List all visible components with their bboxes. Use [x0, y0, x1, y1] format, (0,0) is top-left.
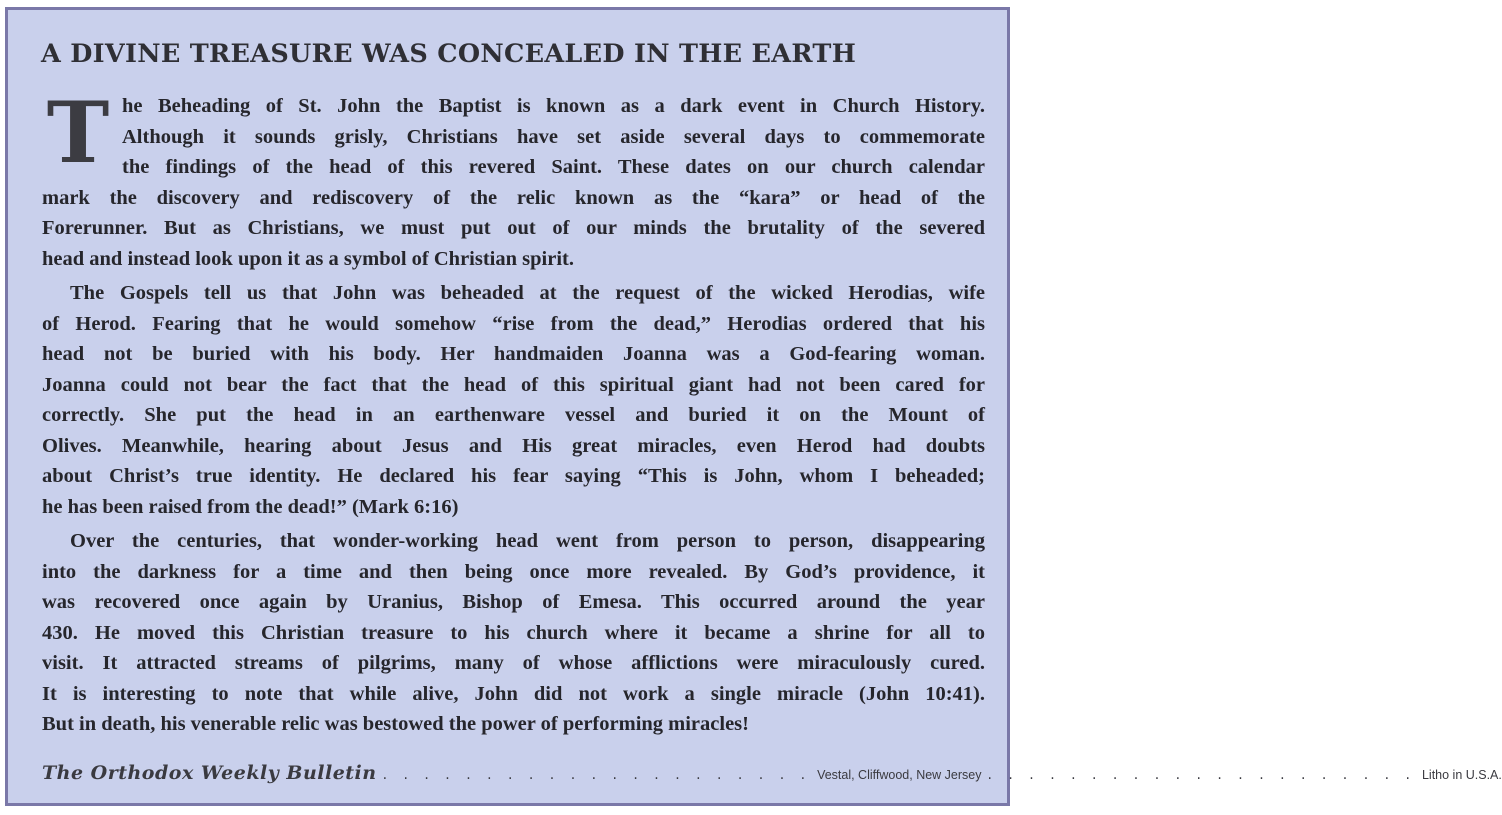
text-line: head not be buried with his body. Her handmaiden Joanna was a God-fearing woman.	[42, 343, 985, 365]
text-line: But in death, his venerable relic was bestowed the power of performing miracles!	[42, 713, 749, 735]
text-line: of Herod. Fearing that he would somehow “rise from the dead,” Herodias ordered that his	[42, 312, 985, 335]
article-title: A DIVINE TREASURE WAS CONCEALED IN THE EARTH	[41, 39, 857, 69]
text-line: Over the centuries, that wonder-working head went from person to person, disappearing	[70, 530, 985, 552]
publication-name: The Orthodox Weekly Bulletin	[42, 762, 377, 784]
footer	[42, 762, 1502, 786]
text-line: The Gospels tell us that John was beheaded at the request of the wicked Herodias, wife	[70, 282, 985, 304]
text-line: It is interesting to note that while alive, John did not work a single miracle (John 10:41).	[42, 682, 985, 705]
text-line: Although it sounds grisly, Christians have set aside several days to commemorate	[122, 125, 985, 148]
text-line: visit. It attracted streams of pilgrims, many of whose afflictions were miraculously cured.	[42, 652, 985, 674]
text-line: was recovered once again by Uranius, Bishop of Emesa. This occurred around the year	[42, 591, 985, 613]
text-line: Joanna could not bear the fact that the head of this spiritual giant had not been cared for	[42, 373, 985, 396]
text-line: he has been raised from the dead!” (Mark 6:16)	[42, 495, 459, 518]
text-line: the findings of the head of this revered Saint. These dates on our church calendar	[122, 156, 985, 178]
text-line: 430. He moved this Christian treasure to his church where it became a shrine for all to	[42, 621, 985, 644]
printer-note: Litho in U.S.A.	[1421, 768, 1502, 782]
bulletin-page	[5, 7, 1502, 806]
leader-dots: . . . . . . . . . . . . . . . . . . . . .	[382, 767, 812, 783]
text-line: he Beheading of St. John the Baptist is known as a dark event in Church History.	[122, 95, 985, 117]
drop-cap: T	[46, 83, 110, 182]
text-line: into the darkness for a time and then being once more revealed. By God’s providence, it	[42, 560, 985, 583]
text-line: about Christ’s true identity. He declared his fear saying “This is John, whom I beheaded;	[42, 465, 985, 487]
paragraph-2	[42, 278, 985, 522]
leader-dots: . . . . . . . . . . . . . . . . . . . . .	[987, 767, 1416, 783]
paragraph-3	[42, 526, 985, 740]
text-line: Forerunner. But as Christians, we must put out of our minds the brutality of the severed	[42, 217, 985, 239]
text-line: mark the discovery and rediscovery of the relic known as the “kara” or head of the	[42, 186, 985, 209]
text-line: Olives. Meanwhile, hearing about Jesus and His great miracles, even Herod had doubts	[42, 434, 985, 457]
text-line: correctly. She put the head in an earthenware vessel and buried it on the Mount of	[42, 404, 985, 426]
paragraph-1	[42, 83, 985, 274]
publisher-location: Vestal, Cliffwood, New Jersey	[817, 768, 982, 782]
text-line: head and instead look upon it as a symbol of Christian spirit.	[42, 247, 574, 270]
article-body	[42, 83, 985, 740]
